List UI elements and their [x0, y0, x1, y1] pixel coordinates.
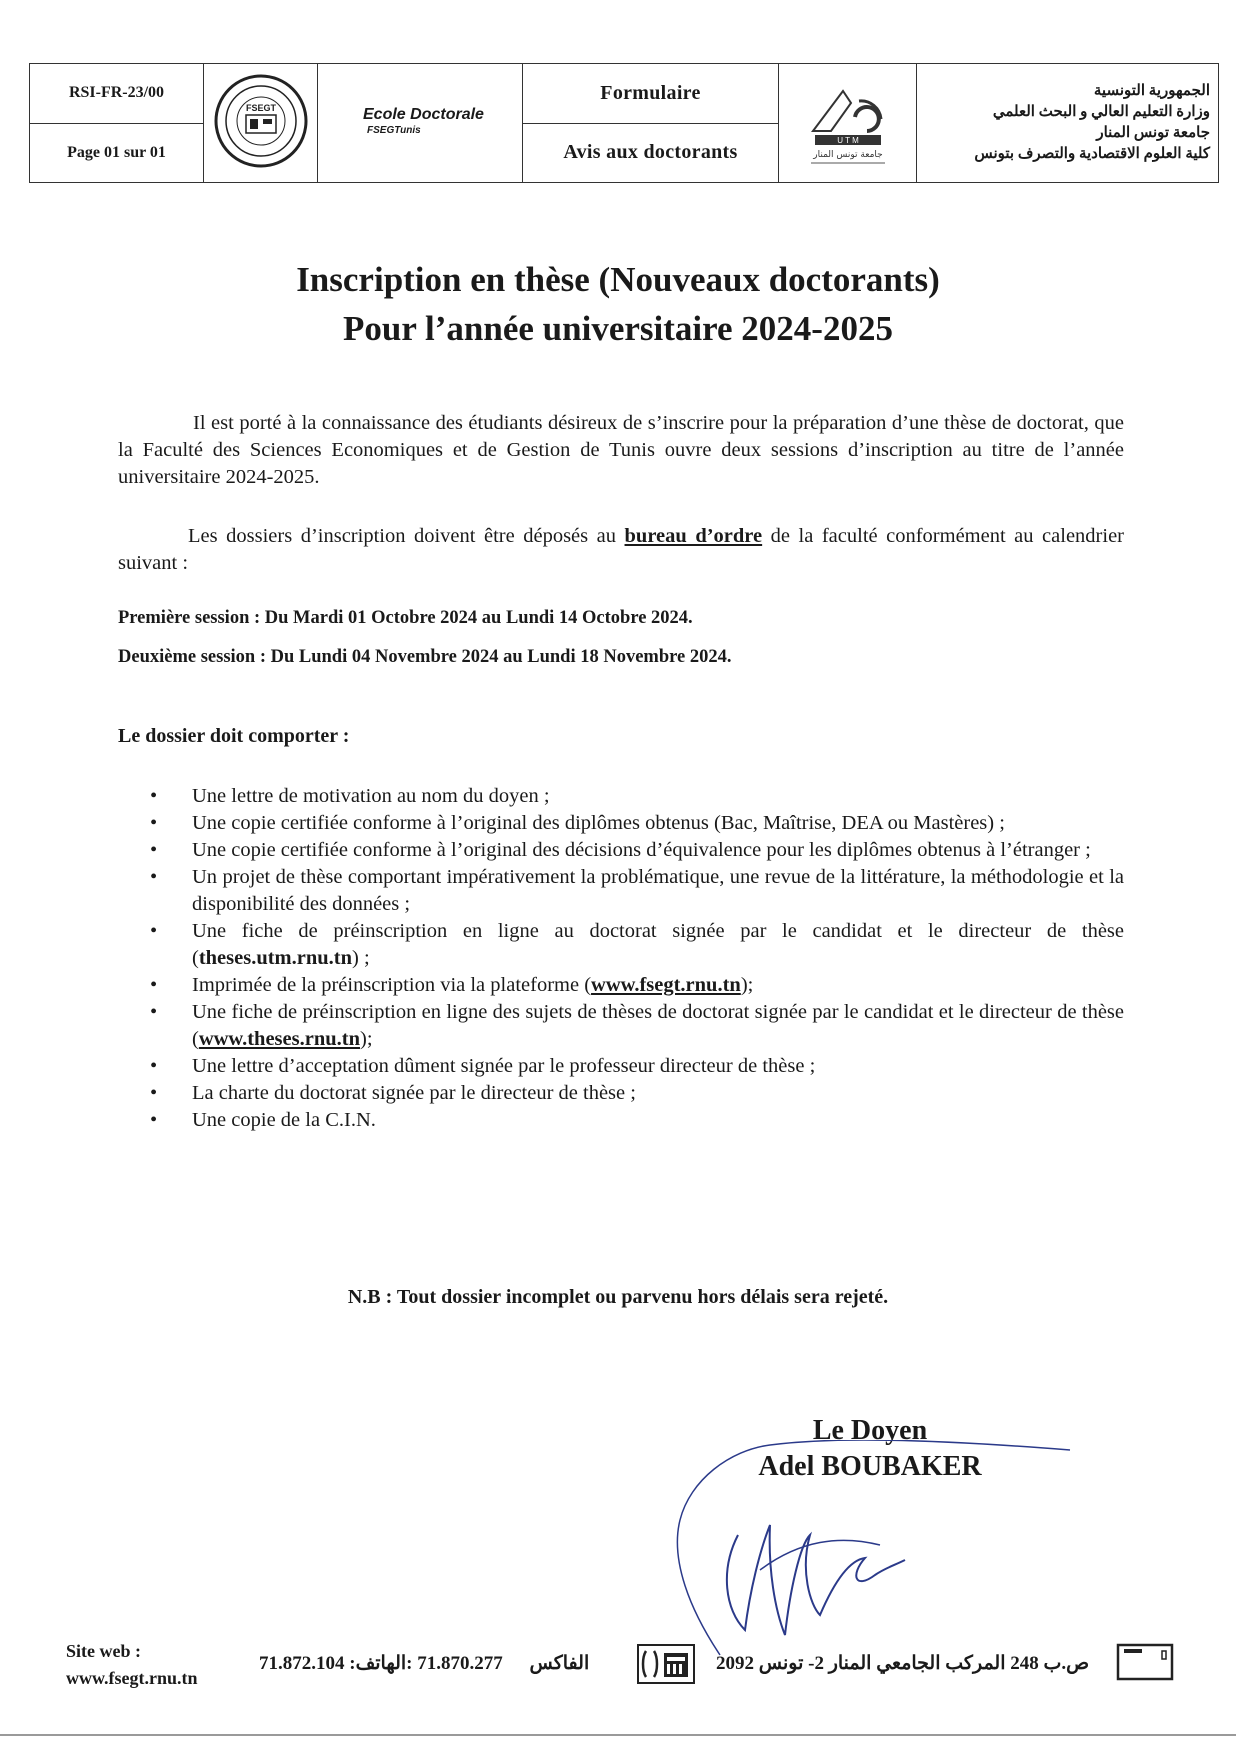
site-web-label: Site web :	[66, 1641, 141, 1661]
signatory-title: Le Doyen	[812, 1415, 928, 1446]
list-item: • Une lettre de motivation au nom du doyen ;	[150, 783, 1124, 810]
bureau-ordre: bureau d’ordre	[624, 525, 763, 547]
main-title: Inscription en thèse (Nouveaux doctorants)	[296, 260, 940, 299]
form-type: Formulaire	[523, 64, 779, 124]
phone-number: 71.870.277 :الهاتف	[355, 1653, 503, 1674]
site-web-block	[66, 1638, 198, 1692]
list-item	[150, 972, 1124, 999]
postal-address: ص.ب 248 المركب الجامعي المنار 2- تونس 2092	[716, 1653, 1090, 1674]
item-text: Imprimée de la préinscription via la plateforme (	[192, 974, 592, 996]
item-text: Une fiche de préinscription en ligne au doctorat signée par le candidat et le directeur de thèse (	[192, 920, 1124, 969]
deposit-text: Les dossiers d’inscription doivent être déposés au	[188, 525, 625, 547]
arabic-line-ministry: وزارة التعليم العالي و البحث العلمي	[992, 104, 1210, 120]
page-bottom-border	[0, 1734, 1236, 1736]
list-item: • La charte du doctorat signée par le directeur de thèse ;	[150, 1080, 1124, 1107]
arabic-line-republic: الجمهورية التونسية	[1093, 83, 1210, 99]
signatory-name: Adel BOUBAKER	[758, 1451, 982, 1482]
theses-utm-url: theses.utm.rnu.tn	[198, 947, 353, 969]
fax-machine-icon	[636, 1643, 696, 1685]
utm-logo-arabic: جامعة تونس المنار	[812, 149, 883, 160]
item-text-end: );	[360, 1028, 373, 1050]
list-item: • Une copie certifiée conforme à l’original des diplômes obtenus (Bac, Maîtrise, DEA ou Mastères) ;	[150, 810, 1124, 837]
main-subtitle: Pour l’année universitaire 2024-2025	[343, 309, 893, 348]
item-text: Une fiche de préinscription en ligne des sujets de thèses de doctorat signée par le candidat et le directeur de thèse (	[192, 1001, 1124, 1050]
ecole-doctorale-logo-cell	[318, 64, 523, 183]
utm-logo-text: U T M	[836, 135, 859, 145]
form-title: Avis aux doctorants	[523, 123, 779, 183]
utm-logo-icon	[793, 73, 903, 169]
list-item	[150, 999, 1124, 1053]
fsegt-link[interactable]: www.fsegt.rnu.tn	[591, 974, 741, 996]
fsegt-logo-cell	[204, 64, 318, 183]
deposit-paragraph	[118, 523, 1124, 577]
ecole-logo-line2: FSEGTunis	[367, 125, 421, 136]
mailbox-icon	[1116, 1641, 1174, 1683]
intro-paragraph: Il est porté à la connaissance des étudiants désireux de s’inscrire pour la préparation d’une thèse de doctorat, que la Faculté des Sciences Economiques et de Gestion de Tunis ouvre deux sessions d’inscription au titre de l’année universitaire 2024-2025.	[118, 412, 1124, 488]
contact-numbers	[259, 1652, 611, 1675]
second-session: Deuxième session : Du Lundi 04 Novembre 2024 au Lundi 18 Novembre 2024.	[118, 647, 732, 667]
site-web-url[interactable]: www.fsegt.rnu.tn	[66, 1668, 198, 1688]
fsegt-seal-icon	[213, 73, 309, 169]
deposit-text-end: de la faculté conformément au calendrier suivant :	[118, 525, 1124, 574]
item-text-end: ) ;	[352, 947, 370, 969]
item-text-end: );	[740, 974, 754, 996]
theses-link[interactable]: www.theses.rnu.tn	[198, 1028, 360, 1050]
fsegt-logo-text: FSEGT	[245, 102, 276, 113]
list-item: • Un projet de thèse comportant impérativement la problématique, une revue de la littérature, la méthodologie et la disponibilité des données ;	[150, 864, 1124, 918]
list-item: • Une lettre d’acceptation dûment signée par le professeur directeur de thèse ;	[150, 1053, 1124, 1080]
handwritten-signature	[650, 1440, 1080, 1670]
list-item: • Une copie certifiée conforme à l’original des décisions d’équivalence pour les diplômes obtenus à l’étranger ;	[150, 837, 1124, 864]
requirements-list	[150, 783, 1124, 1134]
dossier-heading: Le dossier doit comporter :	[118, 725, 350, 747]
fax-number: 71.872.104 :الفاكس	[259, 1653, 590, 1674]
arabic-institution-block	[917, 64, 1219, 183]
header-table	[29, 63, 1219, 183]
arabic-line-faculty: كلية العلوم الاقتصادية والتصرف بتونس	[974, 146, 1210, 162]
list-item: • Une copie de la C.I.N.	[150, 1107, 1124, 1134]
list-item	[150, 918, 1124, 972]
form-reference: RSI-FR-23/00	[30, 64, 204, 124]
first-session: Première session : Du Mardi 01 Octobre 2024 au Lundi 14 Octobre 2024.	[118, 608, 693, 628]
arabic-line-university: جامعة تونس المنار	[1096, 125, 1210, 141]
page-number: Page 01 sur 01	[30, 123, 204, 183]
nota-bene: N.B : Tout dossier incomplet ou parvenu hors délais sera rejeté.	[347, 1286, 889, 1308]
utm-logo-cell	[779, 64, 917, 183]
ecole-logo-line1: Ecole Doctorale	[363, 106, 484, 123]
